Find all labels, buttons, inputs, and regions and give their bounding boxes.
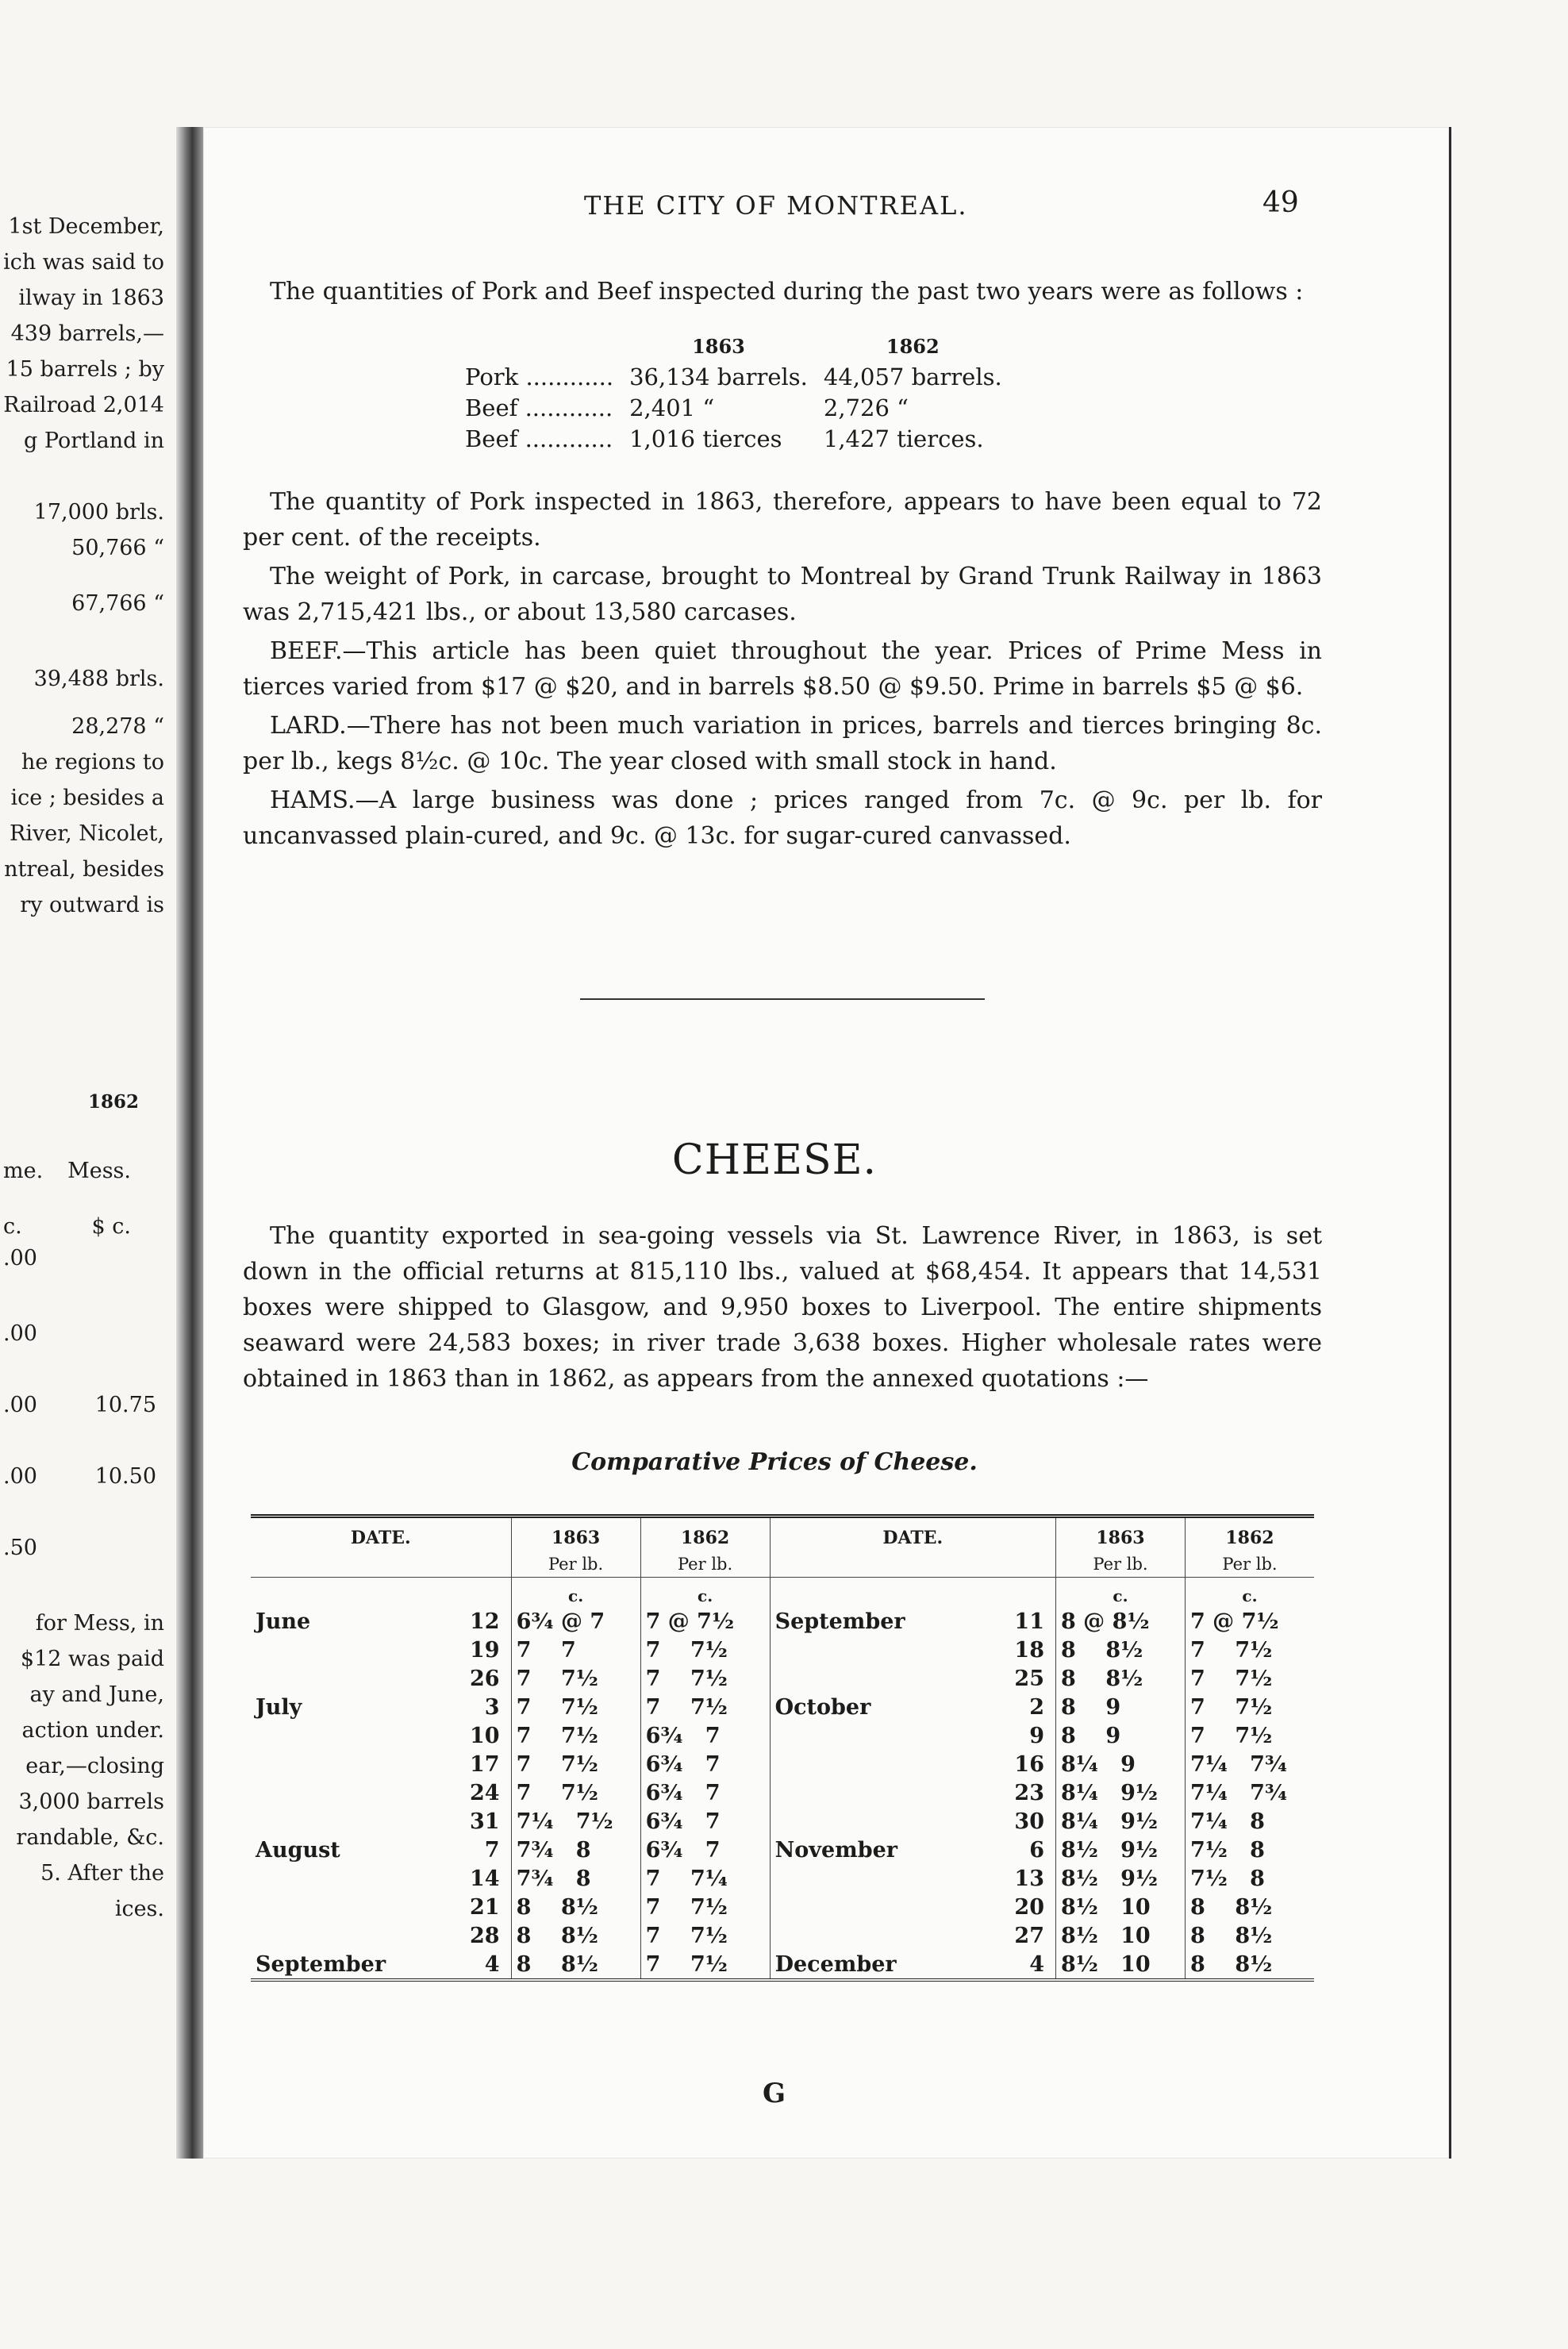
left-b-cell: 7 7½ xyxy=(640,1893,770,1921)
price-row xyxy=(251,1693,1314,1721)
left-page-line: .00 xyxy=(3,1464,37,1489)
right-a-cell: 8½ 10 xyxy=(1056,1893,1186,1921)
left-page-line: ices. xyxy=(114,1897,164,1921)
right-b-cell: 7 7½ xyxy=(1186,1693,1315,1721)
left-a-cell: 6¾ @ 7 xyxy=(511,1607,640,1636)
left-a-cell: 7 7½ xyxy=(511,1778,640,1807)
left-page-line: ay and June, xyxy=(29,1682,164,1707)
date-header-right: DATE. xyxy=(770,1517,1055,1578)
left-page-line: River, Nicolet, xyxy=(10,821,164,846)
price-row xyxy=(251,1750,1314,1778)
left-day-cell: 3 xyxy=(484,1694,500,1720)
left-page-line: 50,766 “ xyxy=(71,536,164,560)
right-day-cell: 16 xyxy=(1014,1751,1044,1777)
right-day-cell: 13 xyxy=(1014,1866,1044,1891)
right-day-cell: 6 xyxy=(1029,1837,1044,1863)
left-page-line: c. xyxy=(3,1214,22,1239)
left-a-cell: 7 7½ xyxy=(511,1750,640,1778)
right-day-cell: 25 xyxy=(1014,1666,1044,1691)
left-month-cell: August xyxy=(256,1837,340,1863)
right-day-cell: 18 xyxy=(1014,1637,1044,1663)
right-a-cell: 8½ 10 xyxy=(1056,1950,1186,1980)
cheese-price-table xyxy=(251,1514,1314,1982)
left-a-cell: 8 8½ xyxy=(511,1950,640,1980)
left-a-cell: 7 7½ xyxy=(511,1693,640,1721)
left-page-line: ich was said to xyxy=(3,250,164,275)
right-day-cell: 9 xyxy=(1029,1723,1044,1748)
left-page-line: 10.75 xyxy=(94,1393,156,1417)
left-b-cell: 6¾ 7 xyxy=(640,1721,770,1750)
left-b-cell: 7 7½ xyxy=(640,1636,770,1664)
left-page-line: .00 xyxy=(3,1393,37,1417)
left-month-cell xyxy=(251,1721,447,1750)
right-day-cell: 27 xyxy=(1014,1923,1044,1948)
right-b-cell: 7¼ 8 xyxy=(1186,1807,1315,1836)
left-page-line: 15 barrels ; by xyxy=(6,357,164,382)
right-a-cell: 8 8½ xyxy=(1056,1664,1186,1693)
page-number: 49 xyxy=(1262,186,1299,219)
left-page-line: .50 xyxy=(3,1536,37,1560)
right-a-cell: 8¼ 9 xyxy=(1056,1750,1186,1778)
right-month-cell xyxy=(770,1778,985,1807)
left-month-cell xyxy=(251,1778,447,1807)
left-month-cell: June xyxy=(256,1609,311,1634)
right-a-cell: 8½ 10 xyxy=(1056,1921,1186,1950)
left-month-cell xyxy=(251,1750,447,1778)
left-month-cell xyxy=(251,1893,447,1921)
price-row xyxy=(251,1664,1314,1693)
market-paragraph: HAMS.—A large business was done ; prices ranged from 7c. @ 9c. per lb. for uncanvassed plain-cured, and 9c. @ 13c. for sugar-cured canvassed. xyxy=(243,786,1322,850)
left-month-cell xyxy=(251,1864,447,1893)
left-day-cell: 19 xyxy=(470,1637,500,1663)
year-header-1862-right: 1862 Per lb. xyxy=(1186,1517,1315,1578)
left-page-line: 3,000 barrels xyxy=(18,1790,164,1814)
left-day-cell: 7 xyxy=(484,1837,500,1863)
left-a-cell: 7¾ 8 xyxy=(511,1864,640,1893)
cheese-paragraph: The quantity exported in sea-going vessels via St. Lawrence River, in 1863, is set down in the official returns at 815,110 lbs., valued at $68,454. It appears that 14,531 boxes were shipped to Glasgow, and 9,950 boxes to Liverpool. The entire shipments seaward were 24,583 boxes; in river trade 3,638 boxes. Higher wholesale rates were obtained in 1863 than in 1862, as appears from the annexed quotations :— xyxy=(243,1222,1322,1393)
market-paragraphs xyxy=(243,484,1322,857)
left-page-line: g Portland in xyxy=(24,429,164,453)
price-row xyxy=(251,1807,1314,1836)
price-row xyxy=(251,1864,1314,1893)
left-page-line: he regions to xyxy=(21,750,164,775)
right-month-cell: October xyxy=(770,1693,985,1721)
right-day-cell: 4 xyxy=(1029,1951,1044,1977)
year-header-1863-left: 1863 Per lb. xyxy=(511,1517,640,1578)
right-b-cell: 8 8½ xyxy=(1186,1950,1315,1980)
right-b-cell: 7¼ 7¾ xyxy=(1186,1778,1315,1807)
unit-label: c. xyxy=(511,1578,640,1608)
left-page-line: 28,278 “ xyxy=(71,714,164,739)
left-page-line: 5. After the xyxy=(40,1861,164,1886)
market-paragraph: LARD.—There has not been much variation in prices, barrels and tierces bringing 8c. per lb., kegs 8½c. @ 10c. The year closed with small stock in hand. xyxy=(243,712,1322,775)
price-row xyxy=(251,1636,1314,1664)
cheese-heading: CHEESE. xyxy=(671,1136,878,1184)
right-a-cell: 8 @ 8½ xyxy=(1056,1607,1186,1636)
right-a-cell: 8 9 xyxy=(1056,1721,1186,1750)
price-row xyxy=(251,1921,1314,1950)
inspection-row xyxy=(457,392,1010,423)
inspection-table xyxy=(457,335,1010,454)
left-page-line: 1st December, xyxy=(8,214,164,239)
left-b-cell: 7 7½ xyxy=(640,1921,770,1950)
right-b-cell: 7½ 8 xyxy=(1186,1864,1315,1893)
left-day-cell: 28 xyxy=(470,1923,500,1948)
inspection-cell-v2: 1,427 tierces. xyxy=(823,425,984,452)
left-month-cell xyxy=(251,1921,447,1950)
inspection-cell-item: Pork ............ xyxy=(465,363,614,390)
right-b-cell: 8 8½ xyxy=(1186,1893,1315,1921)
inspection-cell-v2: 44,057 barrels. xyxy=(823,363,1002,390)
price-row xyxy=(251,1893,1314,1921)
left-month-cell xyxy=(251,1807,447,1836)
left-page-line: .00 xyxy=(3,1321,37,1346)
left-page-line: 10.50 xyxy=(94,1464,156,1489)
right-day-cell: 30 xyxy=(1014,1809,1044,1834)
right-day-cell: 23 xyxy=(1014,1780,1044,1805)
left-page-line: for Mess, in xyxy=(35,1611,164,1636)
left-day-cell: 24 xyxy=(470,1780,500,1805)
left-day-cell: 17 xyxy=(470,1751,500,1777)
left-b-cell: 7 7½ xyxy=(640,1950,770,1980)
right-a-cell: 8 8½ xyxy=(1056,1636,1186,1664)
left-day-cell: 12 xyxy=(470,1609,500,1634)
right-b-cell: 7 7½ xyxy=(1186,1636,1315,1664)
left-page-line: ntreal, besides xyxy=(4,857,164,882)
right-b-cell: 7½ 8 xyxy=(1186,1836,1315,1864)
left-page-line: 17,000 brls. xyxy=(33,500,164,525)
right-month-cell: September xyxy=(770,1607,985,1636)
page xyxy=(203,127,1451,2159)
left-a-cell: 7¼ 7½ xyxy=(511,1807,640,1836)
inspection-cell-v2: 2,726 “ xyxy=(823,394,909,421)
right-day-cell: 20 xyxy=(1014,1894,1044,1920)
unit-label: c. xyxy=(1186,1578,1315,1608)
right-a-cell: 8½ 9½ xyxy=(1056,1836,1186,1864)
left-page-line: 1862 xyxy=(87,1091,139,1113)
right-month-cell: December xyxy=(770,1950,985,1980)
left-a-cell: 7 7 xyxy=(511,1636,640,1664)
left-day-cell: 10 xyxy=(470,1723,500,1748)
left-day-cell: 4 xyxy=(484,1951,500,1977)
left-day-cell: 14 xyxy=(470,1866,500,1891)
left-page-line: me. xyxy=(3,1159,44,1183)
right-month-cell xyxy=(770,1864,985,1893)
left-page-line: ry outward is xyxy=(20,893,164,917)
inspection-cell-item: Beef ............ xyxy=(465,425,613,452)
units-row xyxy=(251,1578,1314,1608)
right-month-cell: November xyxy=(770,1836,985,1864)
left-b-cell: 7 7½ xyxy=(640,1693,770,1721)
running-header: THE CITY OF MONTREAL. xyxy=(584,190,968,221)
year-1863-header: 1863 xyxy=(692,335,745,358)
table-caption: Comparative Prices of Cheese. xyxy=(571,1448,978,1476)
left-page-line: ear,—closing xyxy=(25,1754,164,1778)
left-page-line: $ c. xyxy=(91,1214,131,1239)
left-month-cell: July xyxy=(256,1694,302,1720)
left-page-line: action under. xyxy=(21,1718,164,1743)
left-a-cell: 7 7½ xyxy=(511,1664,640,1693)
left-b-cell: 7 7½ xyxy=(640,1664,770,1693)
left-page-line: 439 barrels,— xyxy=(10,321,164,346)
right-a-cell: 8¼ 9½ xyxy=(1056,1778,1186,1807)
inspection-row xyxy=(457,361,1010,392)
left-page-fragment xyxy=(0,119,171,2143)
right-b-cell: 7 7½ xyxy=(1186,1664,1315,1693)
market-paragraph: The quantity of Pork inspected in 1863, therefore, appears to have been equal to 72 per cent. of the receipts. xyxy=(243,488,1322,552)
right-a-cell: 8½ 9½ xyxy=(1056,1864,1186,1893)
left-day-cell: 26 xyxy=(470,1666,500,1691)
price-row xyxy=(251,1950,1314,1980)
left-b-cell: 6¾ 7 xyxy=(640,1807,770,1836)
year-1862-header: 1862 xyxy=(886,335,940,358)
right-day-cell: 2 xyxy=(1029,1694,1044,1720)
right-month-cell xyxy=(770,1893,985,1921)
price-row xyxy=(251,1607,1314,1636)
left-page-line: Mess. xyxy=(67,1159,131,1183)
right-month-cell xyxy=(770,1807,985,1836)
signature-mark: G xyxy=(763,2078,786,2109)
market-paragraph: BEEF.—This article has been quiet throughout the year. Prices of Prime Mess in tierces varied from $17 @ $20, and in barrels $8.50 @ $9.50. Prime in barrels $5 @ $6. xyxy=(243,637,1322,701)
left-day-cell: 31 xyxy=(470,1809,500,1834)
price-row xyxy=(251,1778,1314,1807)
price-row xyxy=(251,1836,1314,1864)
right-b-cell: 7 7½ xyxy=(1186,1721,1315,1750)
left-a-cell: 7 7½ xyxy=(511,1721,640,1750)
left-a-cell: 8 8½ xyxy=(511,1893,640,1921)
year-header-1862-left: 1862 Per lb. xyxy=(640,1517,770,1578)
market-paragraph: The weight of Pork, in carcase, brought to Montreal by Grand Trunk Railway in 1863 was 2,715,421 lbs., or about 13,580 carcases. xyxy=(243,563,1322,626)
right-month-cell xyxy=(770,1721,985,1750)
right-b-cell: 7 @ 7½ xyxy=(1186,1607,1315,1636)
year-header-1863-right: 1863 Per lb. xyxy=(1056,1517,1186,1578)
left-a-cell: 7¾ 8 xyxy=(511,1836,640,1864)
left-a-cell: 8 8½ xyxy=(511,1921,640,1950)
right-a-cell: 8¼ 9½ xyxy=(1056,1807,1186,1836)
unit-label: c. xyxy=(1056,1578,1186,1608)
left-day-cell: 21 xyxy=(470,1894,500,1920)
inspection-row xyxy=(457,423,1010,454)
right-month-cell xyxy=(770,1636,985,1664)
section-divider xyxy=(580,998,985,1000)
left-page-line: 67,766 “ xyxy=(71,591,164,616)
inspection-cell-v1: 36,134 barrels. xyxy=(629,363,808,390)
left-page-line: .00 xyxy=(3,1246,37,1271)
left-b-cell: 7 @ 7½ xyxy=(640,1607,770,1636)
left-page-line: $12 was paid xyxy=(20,1647,164,1671)
inspection-cell-v1: 2,401 “ xyxy=(629,394,715,421)
left-b-cell: 6¾ 7 xyxy=(640,1778,770,1807)
date-header-left: DATE. xyxy=(251,1517,511,1578)
left-month-cell: September xyxy=(256,1951,386,1977)
right-month-cell xyxy=(770,1750,985,1778)
inspection-cell-item: Beef ............ xyxy=(465,394,613,421)
left-b-cell: 7 7¼ xyxy=(640,1864,770,1893)
left-page-line: ilway in 1863 xyxy=(18,286,164,310)
left-page-line: 39,488 brls. xyxy=(33,667,164,691)
right-month-cell xyxy=(770,1921,985,1950)
left-page-line: randable, &c. xyxy=(16,1825,164,1850)
left-page-line: Railroad 2,014 xyxy=(3,393,164,417)
inspection-cell-v1: 1,016 tierces xyxy=(629,425,782,452)
left-month-cell xyxy=(251,1636,447,1664)
left-b-cell: 6¾ 7 xyxy=(640,1836,770,1864)
right-b-cell: 8 8½ xyxy=(1186,1921,1315,1950)
right-day-cell: 11 xyxy=(1014,1609,1044,1634)
unit-label: c. xyxy=(640,1578,770,1608)
price-row xyxy=(251,1721,1314,1750)
right-a-cell: 8 9 xyxy=(1056,1693,1186,1721)
left-month-cell xyxy=(251,1664,447,1693)
right-month-cell xyxy=(770,1664,985,1693)
book-gutter xyxy=(176,127,203,2159)
left-page-line: ice ; besides a xyxy=(10,786,164,810)
intro-paragraph: The quantities of Pork and Beef inspected during the past two years were as follows : xyxy=(270,278,1304,306)
right-b-cell: 7¼ 7¾ xyxy=(1186,1750,1315,1778)
left-b-cell: 6¾ 7 xyxy=(640,1750,770,1778)
